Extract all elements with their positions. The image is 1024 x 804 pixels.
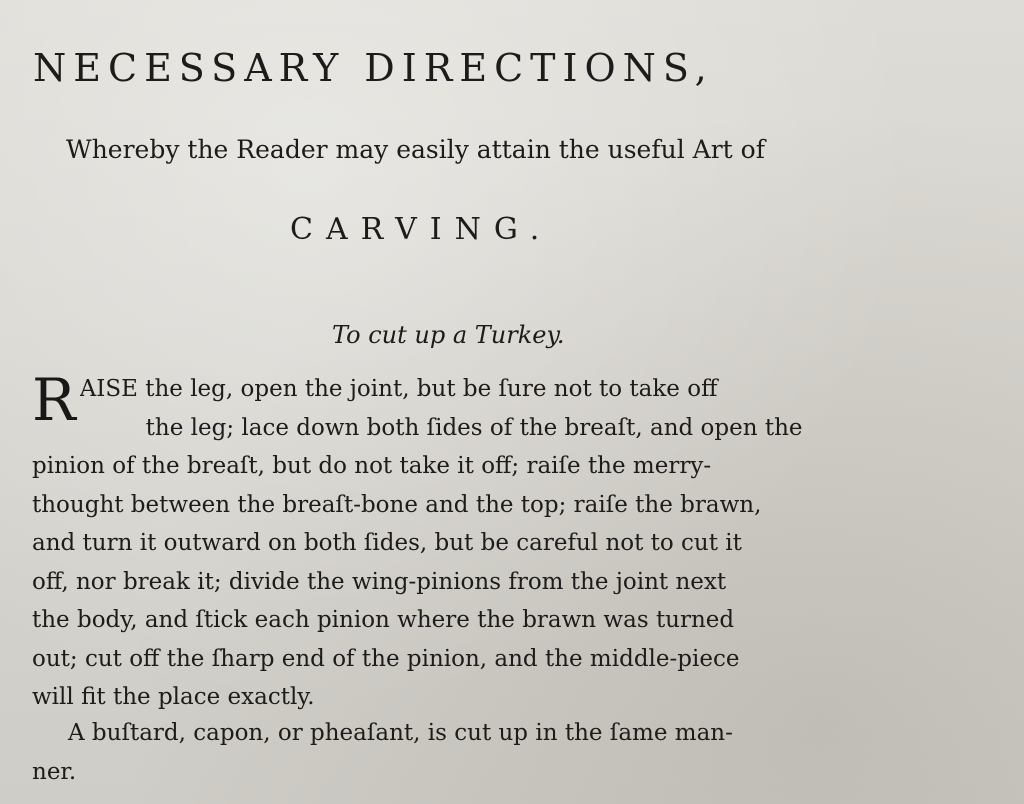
text-line: will fit the place exactly. (32, 684, 315, 710)
page-title: CARVING. (290, 212, 553, 247)
text-line: the body, and ſtick each pinion where the brawn was turned (32, 607, 735, 633)
text-line: pinion of the breaſt, but do not take it off; raiſe the merry- (32, 453, 712, 479)
drop-cap: R (32, 366, 76, 434)
text-line: A buſtard, capon, or pheaſant, is cut up in the ſame man- (68, 720, 733, 746)
paragraph-bustard (32, 714, 992, 791)
text-line: out; cut off the ſharp end of the pinion, and the middle-piece (32, 645, 740, 672)
text-line: ner. (32, 758, 77, 785)
page-heading: NECESSARY DIRECTIONS, (33, 46, 714, 90)
paragraph-turkey (32, 366, 992, 717)
text-line: thought between the breaſt-bone and the top; raiſe the brawn, (32, 491, 762, 518)
text-line: AISE the leg, open the joint, but be ſure not to take off (79, 376, 718, 402)
section-title: To cut up a Turkey. (332, 321, 565, 349)
text-line: the leg; lace down both ſides of the breaſt, and open the (145, 414, 803, 441)
text-line: and turn it outward on both ſides, but be careful not to cut it (32, 530, 742, 556)
text-line: off, nor break it; divide the wing-pinions from the joint next (32, 568, 727, 595)
page-subtitle: Whereby the Reader may easily attain the useful Art of (66, 135, 765, 164)
